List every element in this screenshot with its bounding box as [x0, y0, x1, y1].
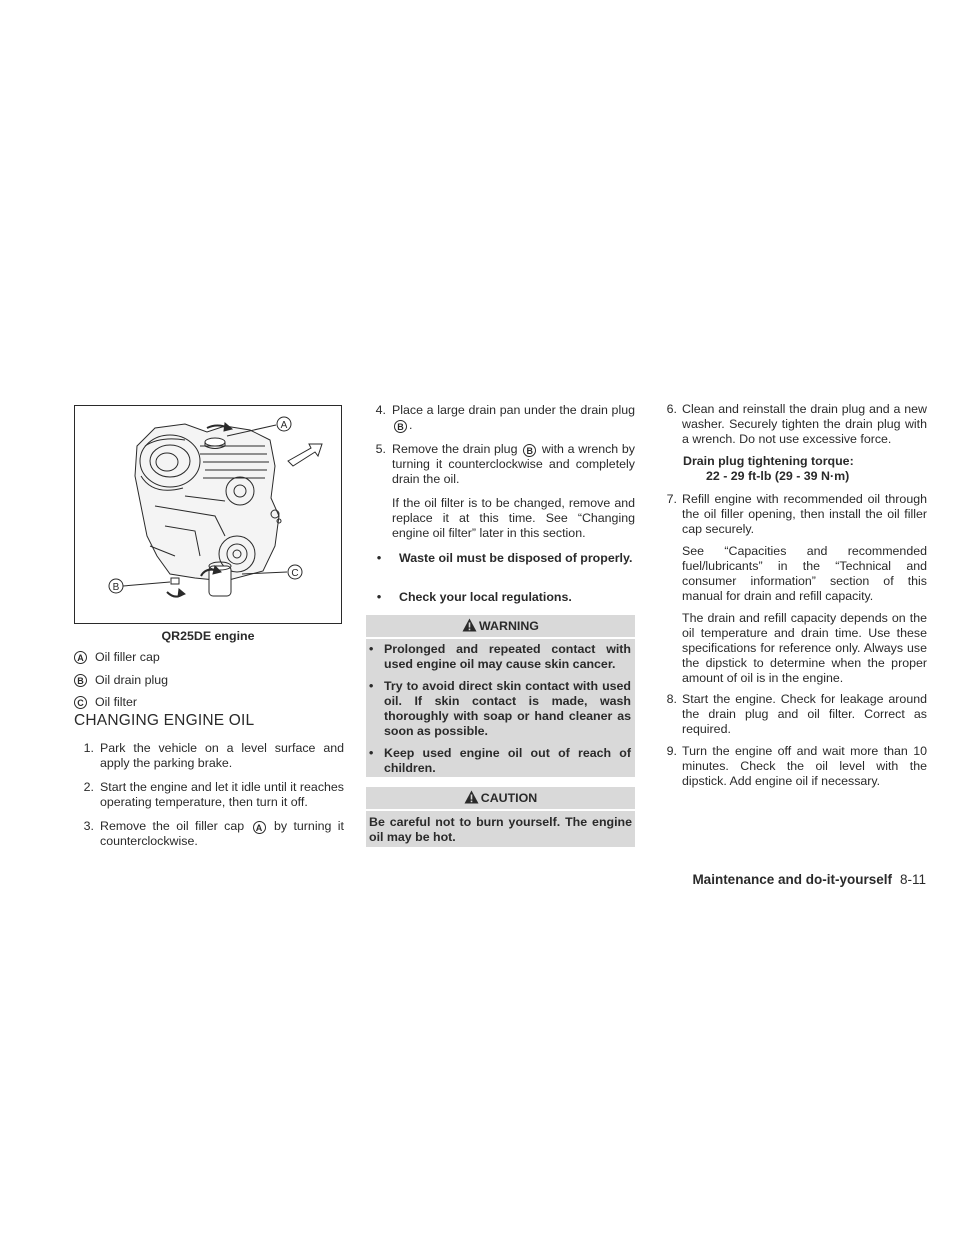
warning-triangle-icon: [462, 618, 477, 632]
step-number: 7.: [666, 492, 677, 506]
engine-drawing: [75, 406, 341, 623]
step-text: Park the vehicle on a level surface and apply the parking brake.: [100, 741, 344, 770]
legend-label: Oil filter: [95, 695, 137, 710]
footer-section-title: Maintenance and do-it-yourself: [692, 872, 892, 887]
step-5-note: [366, 496, 635, 541]
step-5: [366, 442, 635, 487]
warning-triangle-icon: [464, 790, 479, 804]
bullet-dot: •: [369, 642, 374, 656]
ref-letter-icon: B: [394, 420, 407, 433]
step-text: Remove the drain plug B with a wrench by turning it counterclockwise and completely drain the oil.: [392, 442, 635, 486]
step-number: 1.: [83, 741, 94, 755]
step-number: 5.: [375, 442, 386, 456]
step-text: Start the engine and let it idle until it reaches operating temperature, then turn it off.: [100, 780, 344, 809]
step-3: [74, 819, 344, 849]
caution-text: Be careful not to burn yourself. The engine oil may be hot.: [369, 815, 632, 844]
ref-letter-icon: A: [253, 821, 266, 834]
step-7: [663, 492, 927, 537]
figure-caption: QR25DE engine: [161, 629, 255, 643]
step-6: [663, 402, 927, 447]
step-2: [74, 780, 344, 810]
step-text: Turn the engine off and wait more than 10 minutes. Check the oil level with the dipstick. Add engine oil if necessary.: [682, 744, 927, 788]
ref-letter-icon: B: [523, 444, 536, 457]
step-number: 3.: [83, 819, 94, 833]
section-heading: CHANGING ENGINE OIL: [74, 712, 255, 729]
legend-letter-icon: C: [74, 696, 87, 709]
legend-label: Oil filler cap: [95, 650, 160, 665]
torque-value: 22 - 29 ft-lb (29 - 39 N·m): [706, 469, 850, 483]
page-footer: [0, 872, 926, 887]
step-number: 8.: [666, 692, 677, 706]
warning-item: • Prolonged and repeated contact with used engine oil may cause skin cancer.: [369, 642, 631, 671]
step-text: Place a large drain pan under the drain plug B .: [392, 403, 635, 432]
step-text: Clean and reinstall the drain plug and a new washer. Securely tighten the drain plug with a wrench. Do not use excessive force.: [682, 402, 927, 446]
page-number: 8-11: [899, 872, 926, 887]
legend-item: [74, 673, 168, 689]
step-number: 6.: [666, 402, 677, 416]
bullet-item: [373, 551, 635, 566]
engine-illustration: [74, 405, 342, 624]
step-note-text: See “Capacities and recommended fuel/lubricants” in the “Technical and consumer information” section of this manual for drain and refill capacity.: [682, 544, 927, 603]
step-note-text: The drain and refill capacity depends on the oil temperature and drain time. Use these specifications for reference only. Always use the dipstick to determine when the proper amount of oil is in the engine.: [682, 611, 927, 685]
bullet-dot: •: [376, 590, 382, 604]
legend-item: [74, 695, 137, 711]
bullet-text: Waste oil must be disposed of properly.: [399, 551, 633, 565]
step-9: [663, 744, 927, 789]
caution-header: [366, 787, 635, 811]
legend-letter-icon: A: [74, 651, 87, 664]
callout-b-label: B: [112, 582, 120, 593]
step-text: Remove the oil filler cap A by turning it counterclockwise.: [100, 819, 344, 848]
step-number: 4.: [375, 403, 386, 417]
callout-a-label: A: [280, 420, 288, 431]
bullet-dot: •: [369, 746, 374, 760]
bullet-dot: •: [369, 679, 374, 693]
step-7-note: [663, 611, 927, 686]
step-number: 9.: [666, 744, 677, 758]
step-note-text: If the oil filter is to be changed, remove and replace it at this time. See “Changing engine oil filter” later in this section.: [392, 496, 635, 540]
callout-c-label: C: [291, 568, 299, 579]
warning-item: • Keep used engine oil out of reach of children.: [369, 746, 631, 775]
warning-item: • Try to avoid direct skin contact with used oil. If skin contact is made, wash thoroughly with soap or hand cleaner as soon as possible.: [369, 679, 631, 738]
step-number: 2.: [83, 780, 94, 794]
step-text: Refill engine with recommended oil through the oil filler opening, then install the oil filler cap securely.: [682, 492, 927, 536]
step-4: [366, 403, 635, 433]
step-1: [74, 741, 344, 771]
step-8: [663, 692, 927, 737]
torque-label: Drain plug tightening torque:: [683, 454, 854, 468]
legend-item: [74, 650, 160, 666]
caution-title: CAUTION: [480, 791, 538, 805]
bullet-item: [373, 590, 635, 605]
legend-label: Oil drain plug: [95, 673, 169, 688]
warning-title: WARNING: [479, 619, 539, 633]
step-7-note: [663, 544, 927, 604]
warning-panel: [366, 615, 635, 777]
bullet-dot: •: [376, 551, 382, 565]
legend-letter-icon: B: [74, 674, 87, 687]
warning-header: [366, 615, 635, 639]
caution-panel: [366, 787, 635, 847]
step-text: Start the engine. Check for leakage around the drain plug and oil filter. Correct as required.: [682, 692, 927, 736]
bullet-text: Check your local regulations.: [399, 590, 572, 604]
